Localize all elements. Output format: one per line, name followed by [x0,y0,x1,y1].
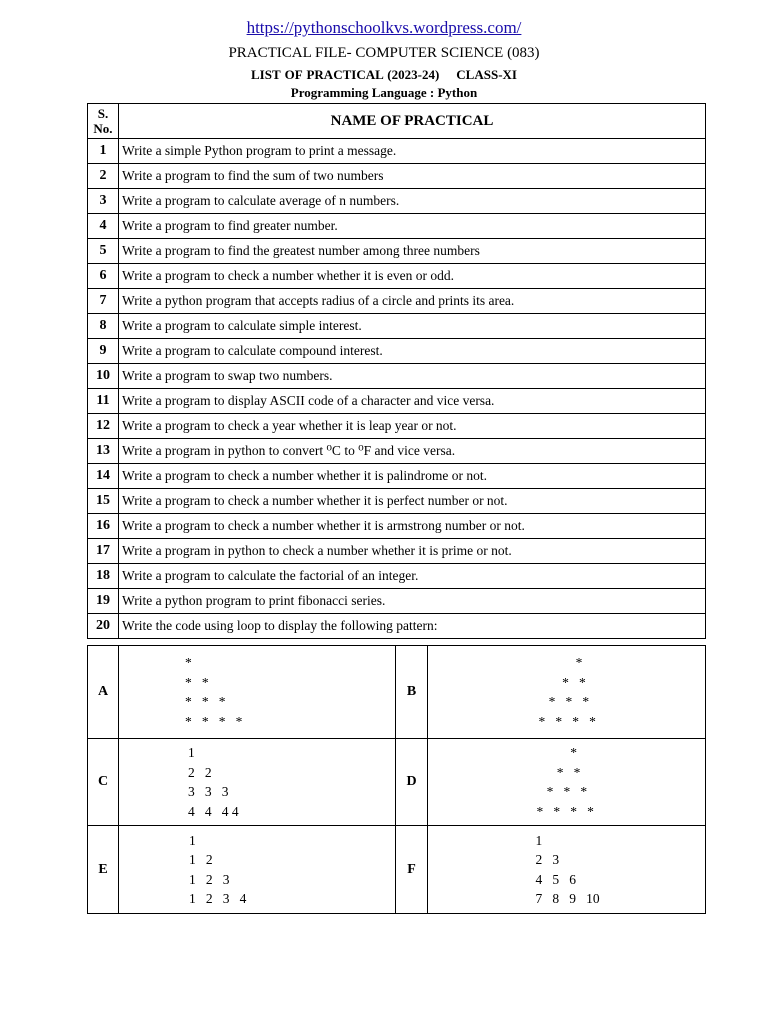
practical-description: Write a program to swap two numbers. [119,364,706,389]
practical-description: Write a program to calculate simple interest. [119,314,706,339]
table-row [88,164,706,189]
table-row [88,439,706,464]
practical-description: Write a python program that accepts radius of a circle and prints its area. [119,289,706,314]
pattern-d: * * * * * * * * * * [536,745,594,819]
table-row [88,314,706,339]
column-header-name: NAME OF PRACTICAL [119,104,706,139]
practical-description: Write a program to calculate the factorial of an integer. [119,564,706,589]
pattern-label-b: B [396,646,427,739]
language-subtitle: Programming Language : Python [290,85,478,100]
pattern-row [88,646,706,739]
pattern-label-a: A [88,646,119,739]
practical-description: Write a program to check a number whether it is palindrome or not. [119,464,706,489]
practical-number: 5 [88,239,119,264]
table-row [88,289,706,314]
practical-number: 19 [88,589,119,614]
practical-description: Write a program to calculate average of n numbers. [119,189,706,214]
practical-number: 7 [88,289,119,314]
practical-description: Write a simple Python program to print a message. [119,139,706,164]
practical-description: Write a program to display ASCII code of a character and vice versa. [119,389,706,414]
table-row [88,539,706,564]
pattern-cell-e [119,826,396,914]
table-row [88,239,706,264]
table-row [88,614,706,639]
pattern-label-f: F [396,826,427,914]
table-row [88,389,706,414]
pattern-b: * * * * * * * * * * [538,655,596,729]
pattern-cell-c [119,739,396,826]
pattern-cell-a [119,646,396,739]
table-row [88,264,706,289]
pattern-a: * * * * * * * * * * [185,655,243,729]
practical-number: 9 [88,339,119,364]
table-row [88,514,706,539]
pattern-label-c: C [88,739,119,826]
practical-description: Write a program to check a year whether it is leap year or not. [119,414,706,439]
practical-number: 6 [88,264,119,289]
pattern-c: 1 2 2 3 3 3 4 4 4 4 [188,745,239,819]
practical-number: 13 [88,439,119,464]
table-row [88,339,706,364]
pattern-table [87,645,706,914]
website-link[interactable]: https://pythonschoolkvs.wordpress.com/ [246,18,522,37]
pattern-cell-f [427,826,705,914]
pattern-label-d: D [396,739,427,826]
practical-number: 17 [88,539,119,564]
practical-number: 2 [88,164,119,189]
table-row [88,489,706,514]
practical-description: Write a program in python to check a number whether it is prime or not. [119,539,706,564]
column-header-sno: S. No. [88,104,119,139]
practical-description: Write a program to check a number whether it is perfect number or not. [119,489,706,514]
practical-description: Write a program in python to convert ⁰C to ⁰F and vice versa. [119,439,706,464]
pattern-label-e: E [88,826,119,914]
pattern-cell-b [427,646,705,739]
practical-number: 3 [88,189,119,214]
practical-description: Write a python program to print fibonacci series. [119,589,706,614]
practical-number: 8 [88,314,119,339]
practical-number: 11 [88,389,119,414]
practical-number: 18 [88,564,119,589]
table-row [88,364,706,389]
list-subtitle: LIST OF PRACTICAL (2023-24) CLASS-XI [251,67,517,82]
practical-number: 16 [88,514,119,539]
table-row [88,139,706,164]
practical-list-table [87,103,706,639]
pattern-cell-d [427,739,705,826]
table-row [88,189,706,214]
practical-description: Write a program to check a number whether it is armstrong number or not. [119,514,706,539]
practical-description: Write a program to calculate compound interest. [119,339,706,364]
table-row [88,414,706,439]
practical-number: 15 [88,489,119,514]
pattern-row [88,826,706,914]
table-row [88,564,706,589]
document-title: PRACTICAL FILE- COMPUTER SCIENCE (083) [228,45,540,61]
practical-description: Write the code using loop to display the following pattern: [119,614,706,639]
practical-number: 4 [88,214,119,239]
table-row [88,464,706,489]
table-row [88,589,706,614]
practical-description: Write a program to check a number whether it is even or odd. [119,264,706,289]
practical-number: 1 [88,139,119,164]
practical-number: 20 [88,614,119,639]
table-row [88,214,706,239]
pattern-row [88,739,706,826]
practical-number: 12 [88,414,119,439]
practical-description: Write a program to find greater number. [119,214,706,239]
practical-description: Write a program to find the sum of two numbers [119,164,706,189]
practical-number: 14 [88,464,119,489]
pattern-f: 1 2 3 4 5 6 7 8 9 10 [535,832,600,906]
pattern-e: 1 1 2 1 2 3 1 2 3 4 [189,832,247,906]
table-header-row [88,104,706,139]
practical-number: 10 [88,364,119,389]
practical-description: Write a program to find the greatest number among three numbers [119,239,706,264]
